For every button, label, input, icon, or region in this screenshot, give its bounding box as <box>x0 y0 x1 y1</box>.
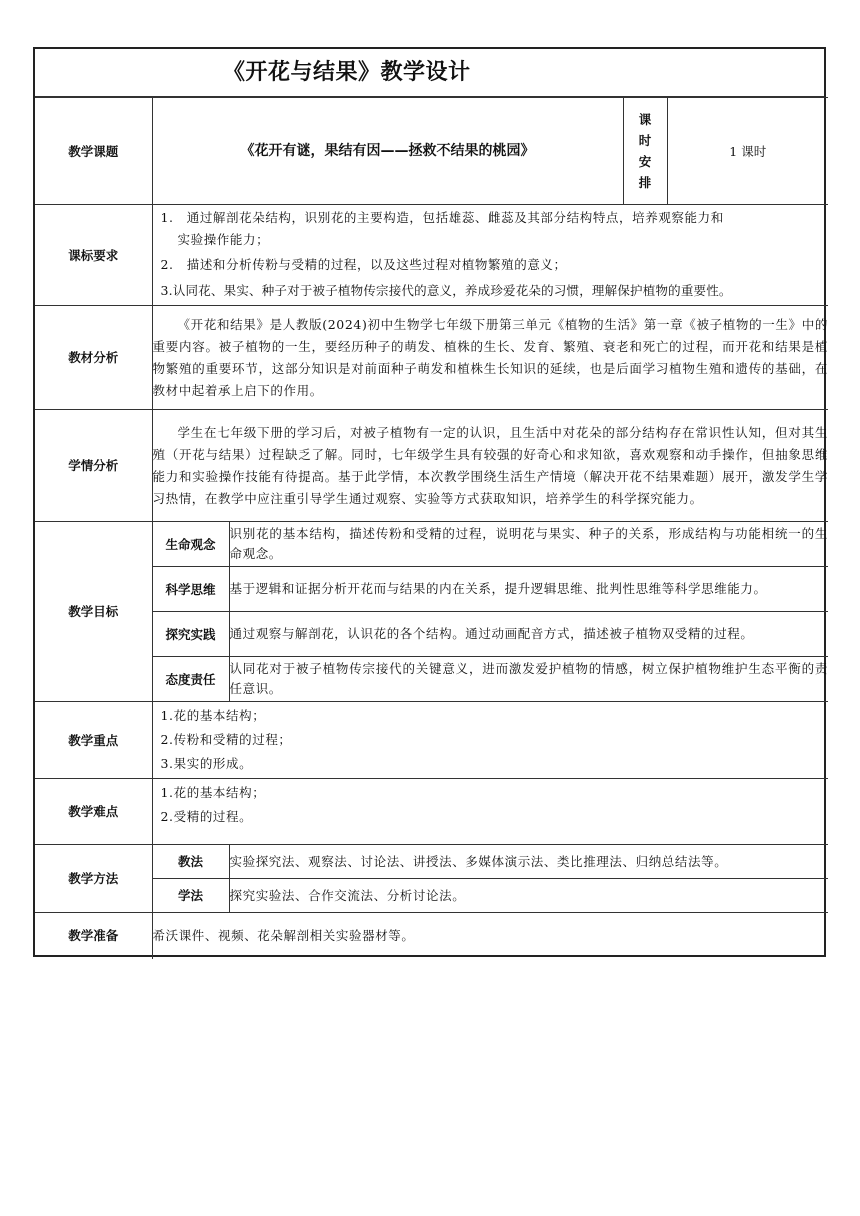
methods-label: 教学方法 <box>35 845 152 913</box>
preparation-label: 教学准备 <box>35 913 152 959</box>
goal-row-2 <box>35 567 828 612</box>
hours-value: 1 课时 <box>667 98 828 205</box>
difficulties-row <box>35 779 828 845</box>
standards-item-3-text: 3.认同花、果实、种子对于被子植物传宗接代的意义，养成珍爱花朵的习惯，理解保护植物的重要性。 <box>160 283 732 298</box>
material-text: 《开花和结果》是人教版(2024)初中生物学七年级下册第三单元《植物的生活》第一章《被子植物的一生》中的重要内容。被子植物的一生，要经历种子的萌发、植株的生长、发育、繁殖、衰老和死亡的过程，而开花和结果是植物繁殖的重要环节，这部分知识是对前面种子萌发和植株生长知识的延续，也是后面学习植物生殖和遗传的基础，在教材中起着承上启下的作用。 <box>152 306 828 410</box>
topic-row <box>35 98 828 205</box>
standards-row <box>35 205 828 306</box>
difficulties-content <box>152 779 828 845</box>
document-title: 《开花与结果》教学设计 <box>223 60 471 85</box>
key-point-2: 2.传粉和受精的过程； <box>160 732 292 747</box>
teaching-method-text: 实验探究法、观察法、讨论法、讲授法、多媒体演示法、类比推理法、归纳总结法等。 <box>229 845 828 879</box>
key-points-content <box>152 702 828 779</box>
goal-name-3: 探究实践 <box>152 612 229 657</box>
material-row <box>35 306 828 410</box>
goal-name-1: 生命观念 <box>152 522 229 567</box>
preparation-row <box>35 913 828 959</box>
hours-label-char-3: 安 <box>638 154 652 169</box>
goal-text-4: 认同花对于被子植物传宗接代的关键意义，进而激发爱护植物的情感，树立保护植物维护生态平衡的责任意识。 <box>229 657 828 702</box>
hours-label <box>623 98 667 205</box>
goal-row-3 <box>35 612 828 657</box>
hours-label-char-2: 时 <box>638 133 652 148</box>
methods-row-teaching <box>35 845 828 879</box>
goal-text-3: 通过观察与解剖花，认识花的各个结构。通过动画配音方式，描述被子植物双受精的过程。 <box>229 612 828 657</box>
lesson-plan-document <box>33 47 826 957</box>
topic-label: 教学课题 <box>35 98 152 205</box>
learning-method-label: 学法 <box>152 879 229 913</box>
students-label: 学情分析 <box>35 410 152 522</box>
learning-method-text: 探究实验法、合作交流法、分析讨论法。 <box>229 879 828 913</box>
standards-item-2: 2. 描述和分析传粉与受精的过程，以及这些过程对植物繁殖的意义； <box>160 257 567 272</box>
goal-row-4 <box>35 657 828 702</box>
hours-label-char-1: 课 <box>638 112 652 127</box>
material-label: 教材分析 <box>35 306 152 410</box>
students-row <box>35 410 828 522</box>
key-point-1: 1.花的基本结构； <box>160 708 266 723</box>
preparation-text: 希沃课件、视频、花朵解剖相关实验器材等。 <box>152 913 828 959</box>
goals-label: 教学目标 <box>35 522 152 702</box>
methods-row-learning <box>35 879 828 913</box>
standards-item-1-cont: 实验操作能力； <box>177 232 270 247</box>
title-row <box>35 49 824 97</box>
goal-row-1 <box>35 522 828 567</box>
difficulties-label: 教学难点 <box>35 779 152 845</box>
standards-label: 课标要求 <box>35 205 152 306</box>
standards-item-1: 1. 通过解剖花朵结构，识别花的主要构造，包括雄蕊、雌蕊及其部分结构特点，培养观察能力和 <box>160 210 724 225</box>
goal-name-4: 态度责任 <box>152 657 229 702</box>
students-text: 学生在七年级下册的学习后，对被子植物有一定的认识，且生活中对花朵的部分结构存在常识性认知，但对其生殖（开花与结果）过程缺乏了解。同时，七年级学生具有较强的好奇心和求知欲，喜欢观察和动手操作，但抽象思维能力和实验操作技能有待提高。基于此学情，本次教学围绕生活生产情境（解决开花不结果难题）展开，激发学生学习热情，在教学中应注重引导学生通过观察、实验等方式获取知识，培养学生的科学探究能力。 <box>152 410 828 522</box>
standards-content <box>152 205 828 306</box>
key-point-3: 3.果实的形成。 <box>160 756 253 771</box>
goal-text-1: 识别花的基本结构，描述传粉和受精的过程，说明花与果实、种子的关系，形成结构与功能相统一的生命观念。 <box>229 522 828 567</box>
topic-value: 《花开有谜，果结有因——拯救不结果的桃园》 <box>152 98 623 205</box>
lesson-plan-table <box>35 97 828 959</box>
teaching-method-label: 教法 <box>152 845 229 879</box>
difficulty-2: 2.受精的过程。 <box>160 809 253 824</box>
goal-name-2: 科学思维 <box>152 567 229 612</box>
key-points-label: 教学重点 <box>35 702 152 779</box>
difficulty-1: 1.花的基本结构； <box>160 785 266 800</box>
key-points-row <box>35 702 828 779</box>
hours-label-char-4: 排 <box>638 175 652 190</box>
goal-text-2: 基于逻辑和证据分析开花而与结果的内在关系，提升逻辑思维、批判性思维等科学思维能力。 <box>229 567 828 612</box>
